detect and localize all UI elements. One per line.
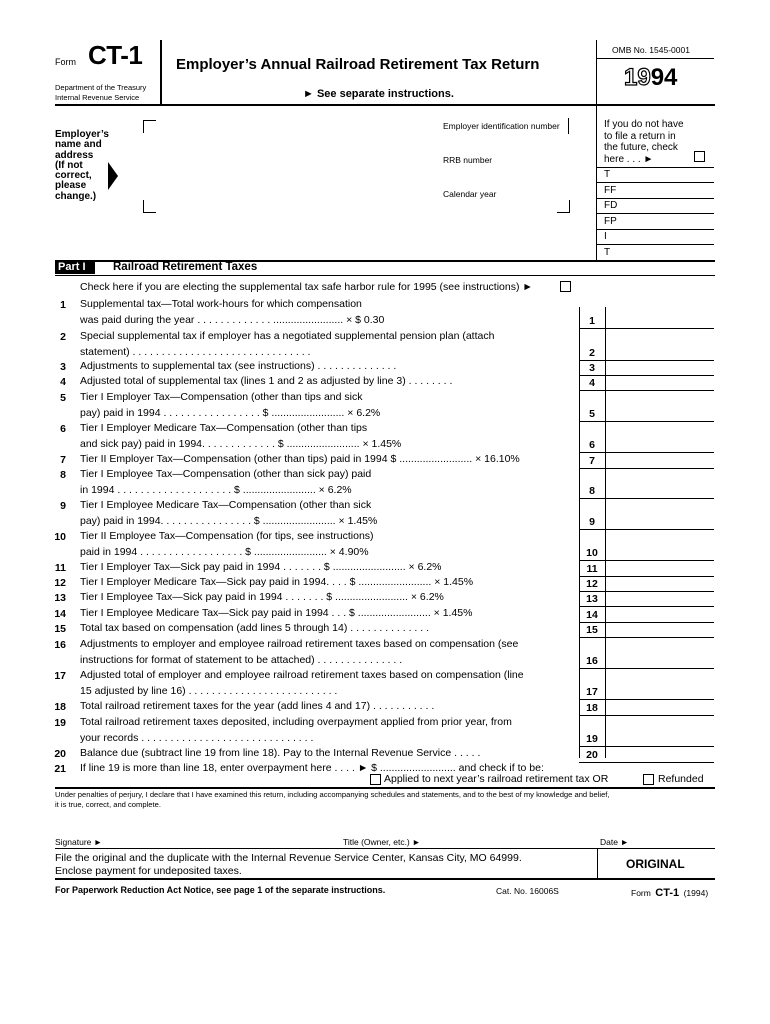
amount-rule [579,762,714,763]
signature-field[interactable] [105,830,335,846]
line-box-number: 14 [586,608,598,621]
calendar-year-label: Calendar year [443,189,497,199]
line-text: Tier II Employer Tax—Compensation (other than tips) paid in 1994 $ ......................... × 16.10% [80,453,520,465]
line-box-number: 10 [586,547,598,559]
amount-field[interactable] [606,345,714,360]
amount-field[interactable] [606,483,714,498]
no-file-line: If you do not have [604,119,684,130]
perjury-statement: it is true, correct, and complete. [55,800,161,809]
line-number: 20 [54,748,66,760]
amount-field[interactable] [606,406,714,421]
line-text: Tier I Employer Medicare Tax—Sick pay paid in 1994. . . . $ ......................... × 1.45% [80,576,474,588]
no-future-returns-checkbox[interactable] [694,151,705,162]
date-field[interactable] [632,830,714,846]
line-text: Tier I Employee Tax—Sick pay paid in 1994 . . . . . . . $ ......................... × 6.2% [80,591,444,603]
line-text: Tier I Employer Tax—Sick pay paid in 1994 . . . . . . . $ ......................... × 6.2% [80,561,442,573]
line-number: 19 [54,717,66,729]
amount-rule [579,468,714,469]
line-number: 5 [60,392,66,404]
amount-field[interactable] [606,684,714,699]
line-number: 16 [54,639,66,651]
form-word: Form [55,57,76,67]
line-box-number: 5 [589,408,595,420]
amount-field[interactable] [606,437,714,452]
department-line-1: Department of the Treasury [55,83,147,92]
line-box-number: 7 [589,454,595,467]
amount-rule [579,328,714,329]
footer-form-word: Form [631,888,651,898]
amount-rule [579,498,714,499]
apply-next-year-checkbox[interactable] [370,774,381,785]
line-box-number: 17 [586,686,598,698]
line-number: 9 [60,500,66,512]
line-text: Total railroad retirement taxes for the year (add lines 4 and 17) . . . . . . . . . . . [80,700,435,712]
refunded-label: Refunded [658,773,704,785]
amount-field[interactable] [606,653,714,668]
office-code: T [604,169,611,180]
title-label: Title (Owner, etc.) ► [343,837,421,847]
line-box-number: 19 [586,733,598,745]
line-text: Adjustments to supplemental tax (see instructions) . . . . . . . . . . . . . . [80,360,397,372]
amount-field[interactable] [606,514,714,529]
line-text: Tier I Employer Medicare Tax—Compensation (other than tips [80,422,368,434]
line-text: Total railroad retirement taxes deposited, including overpayment applied from prior year, from [80,716,512,728]
line-text: Adjusted total of employer and employee railroad retirement taxes based on compensation (line [80,669,524,681]
line-text: instructions for format of statement to be attached) . . . . . . . . . . . . . . . [80,653,403,666]
line-text: Adjustments to employer and employee railroad retirement taxes based on compensation (see [80,638,519,650]
ein-field[interactable] [441,118,569,134]
amount-rule [579,529,714,530]
perjury-statement: Under penalties of perjury, I declare that I have examined this return, including accompanying schedules and statements, and to the best of my knowledge and belief, [55,790,610,799]
line-text: Tier I Employee Medicare Tax—Compensation (other than sick [80,499,372,511]
line-text: Tier I Employee Medicare Tax—Sick pay paid in 1994 . . . $ ......................... × 1.45% [80,607,473,619]
rrb-field[interactable] [441,152,569,168]
title-field[interactable] [425,830,590,846]
line-number: 17 [54,670,66,682]
line-number: 18 [54,701,66,713]
employer-label-line: correct, [55,170,92,182]
line-number: 14 [54,608,66,620]
original-label: ORIGINAL [626,857,685,871]
amount-rule [579,715,714,716]
part-tag: Part I [58,261,86,273]
part-title: Railroad Retirement Taxes [113,261,258,273]
line-number: 3 [60,361,66,373]
line-text: Total tax based on compensation (add lines 5 through 14) . . . . . . . . . . . . . . [80,622,430,634]
employer-label-line: (If not [55,159,83,171]
line-number: 10 [54,531,66,543]
amount-field[interactable] [606,453,714,468]
amount-field[interactable] [606,545,714,560]
line-box-number: 12 [586,577,598,590]
tax-year-outline: 19 [624,64,651,91]
form-number: CT-1 [88,40,143,70]
arrow-right-icon [108,162,120,190]
line-text: was paid during the year . . . . . . . . . . . . . ........................ × $ 0.30 [80,313,385,326]
line-number: 15 [54,623,66,635]
line-box-number: 2 [589,347,595,359]
line-box-number: 20 [586,748,598,761]
line-number: 12 [54,577,66,589]
signature-label: Signature ► [55,837,103,847]
line-box-number: 6 [589,439,595,451]
no-file-line: to file a return in [604,130,676,142]
line-text: Tier II Employee Tax—Compensation (for tips, see instructions) [80,530,374,542]
line-number: 13 [54,592,66,604]
line-text: Adjusted total of supplemental tax (lines 1 and 2 as adjusted by line 3) . . . . . . . . [80,375,453,387]
amount-field[interactable] [606,360,714,375]
employer-label-line: name and [55,139,102,151]
amount-field[interactable] [606,313,714,328]
filing-instructions: Enclose payment for undeposited taxes. [55,865,242,877]
amount-rule [579,421,714,422]
line-text: your records . . . . . . . . . . . . . . . . . . . . . . . . . . . . . . [80,731,314,744]
line-box-number: 11 [586,562,598,575]
no-file-note [604,119,684,165]
catalog-number: Cat. No. 16006S [496,886,559,896]
department-line-2: Internal Revenue Service [55,93,140,102]
employer-label-line: address [55,149,94,161]
office-code: T [604,247,611,258]
amount-field[interactable] [606,591,714,606]
office-code: FD [604,200,618,211]
employer-label [55,130,109,202]
line-text: statement) . . . . . . . . . . . . . . . . . . . . . . . . . . . . . . . [80,345,311,358]
no-file-line: here . . . ► [604,153,654,165]
tax-year [624,66,677,90]
line-number: 4 [60,376,66,388]
refunded-checkbox[interactable] [643,774,654,785]
line-box-number: 3 [589,361,595,374]
line-box-number: 15 [586,623,598,636]
line-text: Balance due (subtract line 19 from line 18). Pay to the Internal Revenue Service . . . . . [80,747,481,759]
amount-rule [579,390,714,391]
ein-label: Employer identification number [443,121,560,131]
line-text: Supplemental tax—Total work-hours for which compensation [80,298,362,310]
paperwork-notice: For Paperwork Reduction Act Notice, see page 1 of the separate instructions. [55,885,386,895]
amount-rule [579,668,714,669]
omb-number: OMB No. 1545-0001 [612,45,690,55]
safe-harbor-checkbox[interactable] [560,281,571,292]
office-code: FP [604,216,617,227]
line-number: 8 [60,469,66,481]
line-number: 6 [60,423,66,435]
amount-field[interactable] [606,607,714,622]
line-number: 7 [60,454,66,466]
line-box-number: 1 [589,315,595,327]
amount-field[interactable] [606,375,714,390]
see-instructions: ► See separate instructions. [303,88,454,100]
line-number: 21 [54,763,66,775]
employer-label-line: Employer’s [55,129,109,140]
line-text: 15 adjusted by line 16) . . . . . . . . . . . . . . . . . . . . . . . . . . [80,684,338,697]
filing-instructions: File the original and the duplicate with the Internal Revenue Service Center, Kansas City, MO 64999. [55,852,522,864]
tax-year-bold: 94 [650,64,678,91]
form-title: Employer’s Annual Railroad Retirement Tax Return [176,56,540,73]
footer-year: (1994) [683,888,709,898]
amount-field[interactable] [606,576,714,591]
date-label: Date ► [600,837,629,847]
line-box-number: 16 [586,655,598,667]
line-text: If line 19 is more than line 18, enter overpayment here . . . . ► $ .......................... and check if to be: [80,762,544,774]
line-text: Tier I Employer Tax—Compensation (other than tips and sick [80,391,363,403]
line-number: 1 [60,299,66,311]
line-text: in 1994 . . . . . . . . . . . . . . . . . . . . $ ......................... × 6.2% [80,483,352,496]
employer-label-line: change.) [55,190,97,202]
office-code: FF [604,185,617,196]
line-number: 11 [54,562,66,574]
calendar-year-field[interactable] [441,186,569,202]
line-box-number: 4 [589,376,595,389]
line-box-number: 8 [589,485,595,497]
amount-field[interactable] [606,731,714,746]
footer-form-number: CT-1 [655,887,680,899]
footer-form-id [631,884,708,900]
line-text: Special supplemental tax if employer has a negotiated supplemental pension plan (attach [80,330,495,342]
rrb-label: RRB number [443,155,493,165]
apply-next-year-label: Applied to next year’s railroad retirement tax OR [384,773,609,785]
amount-field[interactable] [606,622,714,637]
line-number: 2 [60,331,66,343]
no-file-line: the future, check [604,142,678,153]
amount-field[interactable] [606,747,714,762]
line-text: paid in 1994 . . . . . . . . . . . . . . . . . . $ ......................... × 4.90% [80,545,369,558]
amount-field[interactable] [606,700,714,715]
line-box-number: 18 [586,701,598,714]
line-text: pay) paid in 1994. . . . . . . . . . . . . . . . $ ......................... × 1.45% [80,514,378,527]
line-text: pay) paid in 1994 . . . . . . . . . . . . . . . . . $ ......................... × 6.2% [80,406,381,419]
line-text: and sick pay) paid in 1994. . . . . . . . . . . . . $ ......................... × 1.45% [80,437,402,450]
line-box-number: 13 [586,592,598,605]
office-code: I [604,231,607,242]
employer-label-line: please [55,180,87,192]
amount-rule [579,637,714,638]
safe-harbor-text: Check here if you are electing the supplemental tax safe harbor rule for 1995 (see instructions) ► [80,281,533,293]
line-box-number: 9 [589,516,595,528]
amount-field[interactable] [606,561,714,576]
line-text: Tier I Employee Tax—Compensation (other than sick pay) paid [80,468,372,480]
